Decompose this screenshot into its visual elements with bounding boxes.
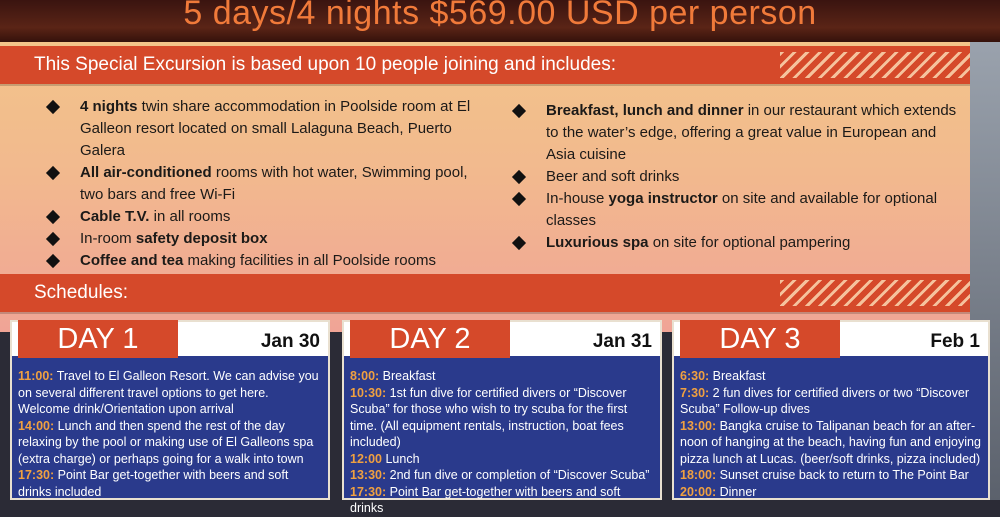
entry-text: Dinner xyxy=(716,484,757,499)
time-label: 13:30: xyxy=(350,468,387,482)
time-label: 17:30: xyxy=(350,484,387,499)
time-label: 12:00 xyxy=(350,451,382,466)
day-schedule xyxy=(18,368,322,498)
day-card-header xyxy=(12,322,328,356)
entry-text: Sunset cruise back to return to The Point Bar xyxy=(716,468,969,482)
entry-text: Lunch xyxy=(381,451,420,466)
entry-text: Bangka cruise to Talipanan beach for an after-noon of hanging at the beach, having fun and enjoying pizza lunch at Lucas. (beer/soft drinks, pizza included) xyxy=(680,418,981,466)
diamond-bullet-icon xyxy=(512,170,526,184)
day-date: Feb 1 xyxy=(930,331,980,352)
day-card-header xyxy=(344,322,660,356)
includes-ribbon xyxy=(0,46,970,84)
price-headline: 5 days/4 nights $569.00 USD per person xyxy=(183,0,817,32)
ribbon-stripes xyxy=(780,280,970,306)
entry-text: Point Bar get-together with beers and soft drinks xyxy=(350,484,621,515)
time-label: 7:30: xyxy=(680,385,710,400)
time-label: 17:30: xyxy=(18,468,55,482)
entry-text: 2nd fun dive or completion of “Discover Scuba” xyxy=(386,468,650,482)
time-label: 10:30: xyxy=(350,385,387,400)
diamond-bullet-icon xyxy=(512,192,526,206)
day-card-header xyxy=(674,322,988,356)
time-label: 20:00: xyxy=(680,484,717,499)
day-date: Jan 31 xyxy=(592,331,652,352)
list-item: Breakfast, lunch and dinner in our restaurant which extends to the water’s edge, offering a great value in European and Asia cuisine xyxy=(510,100,965,166)
list-item: Coffee and tea making facilities in all Poolside rooms xyxy=(44,250,494,272)
time-label: 13:00: xyxy=(680,418,717,433)
diamond-bullet-icon xyxy=(512,104,526,118)
entry-text: Lunch and then spend the rest of the day relaxing by the pool or making use of El Galleons spa (extra charge) or perhaps going for a walk into town xyxy=(18,418,314,466)
day-schedule xyxy=(680,368,982,498)
day-date: Jan 30 xyxy=(260,331,320,352)
schedules-title: Schedules: xyxy=(34,282,129,303)
entry-text: 1st fun dive for certified divers or “Discover Scuba” for those who wish to try scuba for the first time. (All equipment rentals, instruction, boat fees included) xyxy=(350,385,628,449)
entry-text: Breakfast xyxy=(379,369,436,383)
list-item: All air-conditioned rooms with hot water, Swimming pool, two bars and free Wi-Fi xyxy=(44,162,494,206)
day-label: DAY 3 xyxy=(680,320,840,358)
day-card xyxy=(10,320,330,500)
list-item: In-house yoga instructor on site and available for optional classes xyxy=(510,188,965,232)
time-label: 8:00: xyxy=(350,369,380,383)
day-schedule xyxy=(350,368,654,515)
day-label: DAY 2 xyxy=(350,320,510,358)
day-label: DAY 1 xyxy=(18,320,178,358)
schedules-ribbon xyxy=(0,274,970,312)
includes-left-list xyxy=(44,96,494,272)
list-item: 4 nights twin share accommodation in Poolside room at El Galleon resort located on small Lalaguna Beach, Puerto Galera xyxy=(44,96,494,162)
list-item: Beer and soft drinks xyxy=(510,166,965,188)
time-label: 14:00: xyxy=(18,418,55,433)
time-label: 18:00: xyxy=(680,468,717,482)
day-card xyxy=(342,320,662,515)
time-label: 6:30: xyxy=(680,369,710,383)
list-item: Cable T.V. in all rooms xyxy=(44,206,494,228)
list-item: Luxurious spa on site for optional pampering xyxy=(510,232,965,254)
entry-text: Travel to El Galleon Resort. We can advise you on several different travel options to get here. Welcome drink/Orientation upon arrival xyxy=(18,369,319,416)
list-item: In-room safety deposit box xyxy=(44,228,494,250)
diamond-bullet-icon xyxy=(46,100,60,114)
time-label: 11:00: xyxy=(18,369,54,383)
entry-text: 2 fun dives for certified divers or two “Discover Scuba” Follow-up dives xyxy=(680,385,970,416)
diamond-bullet-icon xyxy=(46,232,60,246)
diamond-bullet-icon xyxy=(46,210,60,224)
ribbon-stripes xyxy=(780,52,970,78)
includes-right-list xyxy=(510,100,965,254)
entry-text: Breakfast xyxy=(709,369,766,383)
diamond-bullet-icon xyxy=(512,236,526,250)
diamond-bullet-icon xyxy=(46,254,60,268)
entry-text: Point Bar get-together with beers and soft drinks included xyxy=(18,468,289,499)
diamond-bullet-icon xyxy=(46,166,60,180)
includes-title: This Special Excursion is based upon 10 people joining and includes: xyxy=(34,54,616,75)
day-card xyxy=(672,320,990,500)
